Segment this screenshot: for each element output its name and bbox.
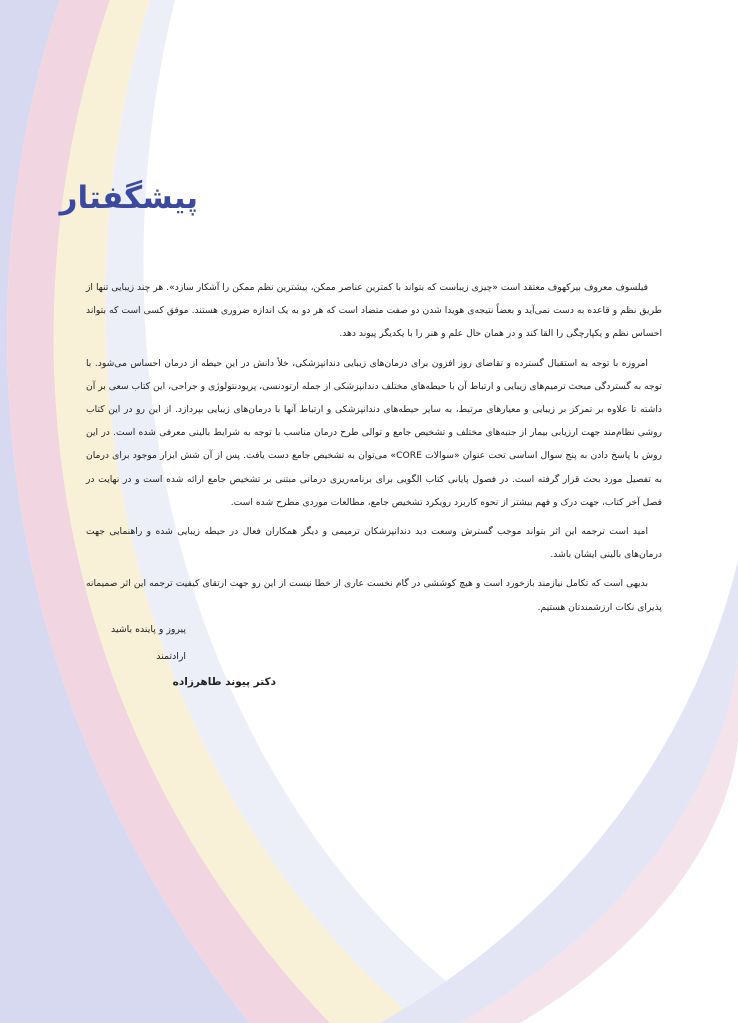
paragraph-3: امید است ترجمه این اثر بتواند موجب گسترش وسعت دید دندانپزشکان ترمیمی و دیگر همکاران فعال در حیطه زیبایی شده و راهنمایی جهت درمان‌های بالینی ایشان باشد. <box>86 526 662 561</box>
preface-body <box>86 276 662 625</box>
closing-regards: ارادتمند <box>156 651 186 662</box>
author-signature: دکتر پیوند طاهرزاده <box>172 676 276 688</box>
closing-wish: پیروز و پاینده باشید <box>111 624 186 635</box>
paragraph-4: بدیهی است که تکامل نیازمند بازخورد است و هیچ کوششی در گام نخست عاری از خطا نیست از این رو جهت ارتقای کیفیت ترجمه این اثر صمیمانه پذیرای نکات ارزشمندتان هستیم. <box>86 578 662 613</box>
paragraph-2: امروزه با توجه به استقبال گسترده و تقاضای روز افزون برای درمان‌های زیبایی دندانپزشکی، خلأ دانش در این حیطه از درمان احساس می‌شود. با توجه به گستردگی مبحث ترمیم‌های زیبایی و ارتباط آن با حیطه‌های مختلف دندانپزشکی از جمله ارتودنسی، پریودنتولوژی و جراحی، این کتاب سعی بر آن داشته تا علاوه بر تمرکز بر زیبایی و معیارهای مرتبط، به سایر حیطه‌های دندانپزشکی و ارتباط آنها با درمان‌های زیبایی بپردازد. از این رو در این کتاب روشی نظام‌مند جهت ارزیابی بیمار از جنبه‌های مختلف و تشخیص جامع و توالی طرح درمان مناسب با توجه به شرایط بالینی معرفی شده است. در این روش با پاسخ دادن به پنج سوال اساسی تحت عنوان «سوالات CORE» می‌توان به تشخیص جامع دست یافت. پس از آن شش ابزار موجود برای درمان به تفصیل مورد بحث قرار گرفته است. در فصول پایانی کتاب الگویی برای برنامه‌ریزی درمانی مبتنی بر تشخیص جامع ارائه شده است و در نهایت در فصل آخر کتاب، جهت درک و فهم بیشتر از نحوه کاربرد رویکرد تشخیص جامع، مطالعات موردی مطرح شده است. <box>86 357 662 508</box>
page-title: پیشگفتار <box>59 180 198 216</box>
paragraph-1: فیلسوف معروف بیرکهوف معتقد است «چیزی زیباست که بتواند با کمترین عناصر ممکن، بیشترین نظم ممکن را آشکار سازد». هر چند زیبایی تنها از طریق نظم و قاعده به دست نمی‌آید و بعضاً نتیجه‌ی هویدا شدن دو صفت متضاد است که هر دو به یک اندازه ضروری هستند. موفق کسی است که بتواند احساس نظم و یکپارچگی را القا کند و در همان حال علم و هنر را با یکدیگر پیوند دهد. <box>86 282 662 340</box>
